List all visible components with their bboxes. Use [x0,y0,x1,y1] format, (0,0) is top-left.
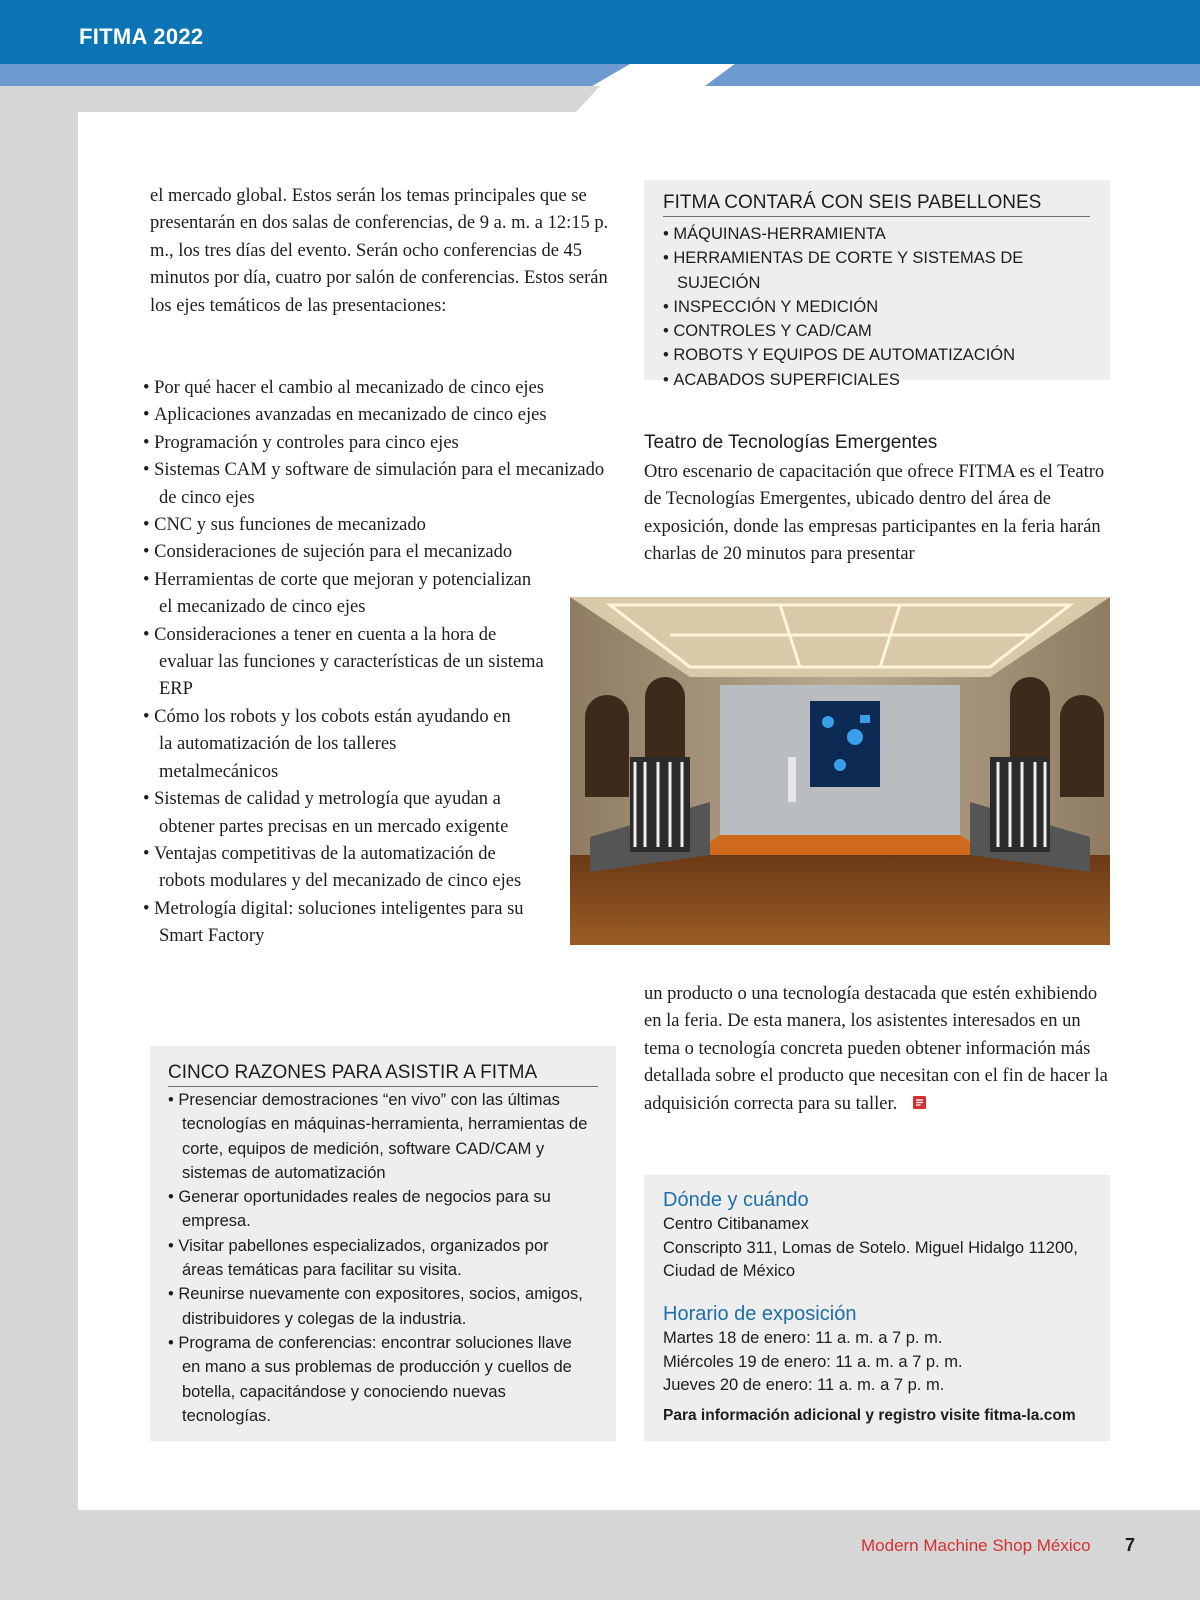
page-number: 7 [1125,1535,1136,1555]
list-item: • Por qué hacer el cambio al mecanizado de cinco ejes [143,375,623,402]
registration-note: Para información adicional y registro visite fitma-la.com [663,1407,1076,1424]
schedule-line: Miércoles 19 de enero: 11 a. m. a 7 p. m. [663,1352,963,1371]
topics-list [143,375,623,951]
end-of-article-icon [913,1096,926,1109]
horario-heading: Horario de exposición [663,1303,857,1325]
list-item: • CONTROLES Y CAD/CAM [663,319,1103,343]
list-item: • Cómo los robots y los cobots están ayudando en la automatización de los talleres metalmecánicos [143,704,514,786]
header-stripe-left [0,64,630,86]
pabellones-list [663,222,1103,392]
schedule-line: Martes 18 de enero: 11 a. m. a 7 p. m. [663,1329,943,1347]
donde-details [663,1213,1103,1284]
list-item: • ROBOTS Y EQUIPOS DE AUTOMATIZACIÓN [663,343,1103,367]
teatro-paragraph-1: Otro escenario de capacitación que ofrece FITMA es el Teatro de Tecnologías Emergentes, ubicado dentro del área de exposición, donde las empresas participantes en la feria harán charlas de 20 minutos para presentar [644,462,1105,565]
razones-box [150,1046,616,1441]
donde-cuando-box [644,1175,1110,1441]
list-item: • Aplicaciones avanzadas en mecanizado de cinco ejes [143,402,623,429]
donde-heading: Dónde y cuándo [663,1189,809,1211]
list-item: • Consideraciones de sujeción para el mecanizado [143,539,623,566]
list-item: • Herramientas de corte que mejoran y potencializan el mecanizado de cinco ejes [143,567,544,622]
list-item: • Programación y controles para cinco ejes [143,430,623,457]
list-item: • Metrología digital: soluciones inteligentes para su Smart Factory [143,896,539,951]
razones-title: CINCO RAZONES PARA ASISTIR A FITMA [168,1062,598,1087]
list-item: • HERRAMIENTAS DE CORTE Y SISTEMAS DE SUJECIÓN [663,246,1103,295]
teatro-paragraph-2-text: un producto o una tecnología destacada que estén exhibiendo en la feria. De esta manera, los asistentes interesados en un tema o tecnología concreta pueden obtener información más detallada sobre el producto que necesitan con el fin de hacer la adquisición correcta para su taller. [644,984,1108,1114]
list-item: • Programa de conferencias: encontrar soluciones llave en mano a sus problemas de producción y cuellos de botella, capacitándose y conociendo nuevas tecnologías. [168,1331,592,1428]
pabellones-title: FITMA CONTARÁ CON SEIS PABELLONES [663,192,1090,217]
list-item: • ACABADOS SUPERFICIALES [663,368,1103,392]
horario-details [663,1327,1103,1398]
schedule-line: Jueves 20 de enero: 11 a. m. a 7 p. m. [663,1376,945,1394]
teatro-heading: Teatro de Tecnologías Emergentes [644,432,938,453]
pabellones-box [644,180,1110,389]
theater-rendering-image [570,597,1110,945]
list-item: • Ventajas competitivas de la automatización de robots modulares y del mecanizado de cinco ejes [143,841,544,896]
list-item: • Consideraciones a tener en cuenta a la hora de evaluar las funciones y características de un sistema ERP [143,622,554,704]
venue-line: Centro Citibanamex [663,1215,809,1233]
razones-list [168,1088,608,1428]
teatro-paragraph-2 [644,981,1114,1118]
header-gray-band [0,86,600,112]
page-frame-left [0,86,78,1600]
list-item: • Visitar pabellones especializados, organizados por áreas temáticas para facilitar su visita. [168,1234,582,1283]
publication-name: Modern Machine Shop México [861,1536,1091,1555]
list-item: • INSPECCIÓN Y MEDICIÓN [663,295,1103,319]
list-item: • MÁQUINAS-HERRAMIENTA [663,222,1103,246]
list-item: • Sistemas CAM y software de simulación para el mecanizado de cinco ejes [143,457,623,512]
city-line: Ciudad de México [663,1262,796,1280]
list-item: • CNC y sus funciones de mecanizado [143,512,623,539]
list-item: • Generar oportunidades reales de negocios para su empresa. [168,1185,582,1234]
list-item: • Presenciar demostraciones “en vivo” con las últimas tecnologías en máquinas-herramienta, herramientas de corte, equipos de medición, software CAD/CAM y sistemas de automatización [168,1088,608,1185]
header-stripe-right [705,64,1200,86]
address-line: Conscripto 311, Lomas de Sotelo. Miguel Hidalgo 11200, [663,1238,1078,1257]
list-item: • Reunirse nuevamente con expositores, socios, amigos, distribuidores y colegas de la industria. [168,1282,608,1331]
section-title: FITMA 2022 [79,24,204,49]
list-item: • Sistemas de calidad y metrología que ayudan a obtener partes precisas en un mercado exigente [143,786,514,841]
intro-paragraph: el mercado global. Estos serán los temas principales que se presentarán en dos salas de conferencias, de 9 a. m. a 12:15 p. m., los tres días del evento. Serán ocho conferencias de 45 minutos por día, cuatro por salón de conferencias. Estos serán los ejes temáticos de las presentaciones: [150,186,609,316]
